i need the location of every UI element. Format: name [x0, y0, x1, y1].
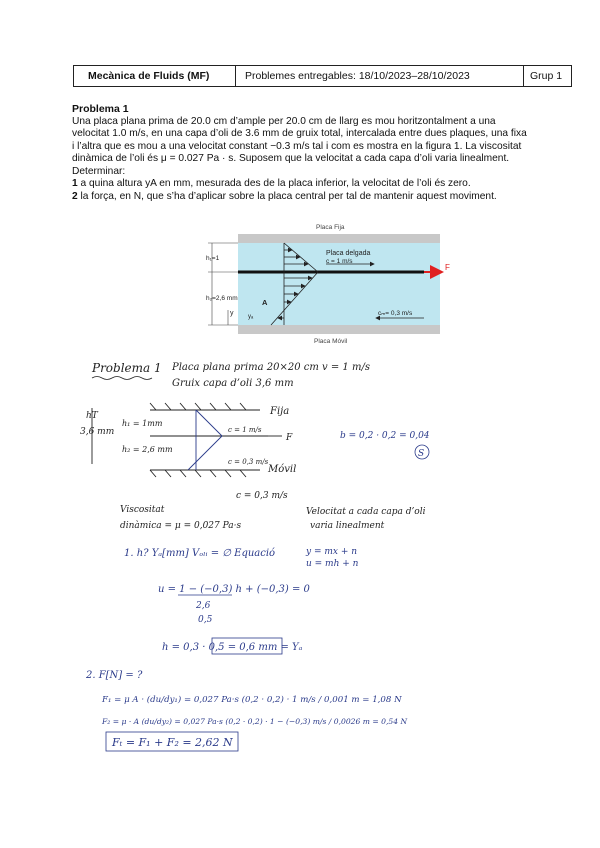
hw-c-under: c = 0,3 m/s — [236, 491, 288, 501]
h2-label: h₂=2,6 mm — [206, 295, 238, 302]
course-name: Mecànica de Fluids (MF) — [74, 66, 236, 86]
thin-plate-velocity: c = 1 m/s — [326, 258, 353, 265]
hw-eq-bot: u = mh + n — [306, 559, 359, 569]
point-a-label: A — [262, 298, 268, 307]
question-1-text: a quina altura yA en mm, mesurada des de la placa inferior, la velocitat de l’oli és zero. — [80, 178, 471, 189]
hw-linear-1: Velocitat a cada capa d’oli — [306, 507, 426, 517]
handwritten-solution — [0, 352, 600, 752]
top-plate — [238, 234, 440, 243]
hw-ht: hT — [86, 411, 98, 421]
hw-line-2: Gruix capa d’oli 3,6 mm — [172, 378, 294, 389]
thin-plate-label: Placa delgada — [326, 250, 371, 257]
hw-f: F — [286, 433, 293, 443]
assignment-dates: Problemes entregables: 18/10/2023–28/10/2023 — [236, 66, 524, 86]
group-label: Grup 1 — [530, 70, 563, 82]
question-2 — [72, 191, 528, 204]
hw-c-bot: c = 0,3 m/s — [228, 458, 269, 466]
hw-movil: Móvil — [268, 464, 297, 475]
hw-title-underline — [92, 377, 152, 380]
bottom-plate — [238, 325, 440, 334]
hw-section-1: 1. h? Yₐ[mm] Vₒₗᵢ = ∅ Equació — [124, 548, 276, 559]
hw-eq-top: y = mx + n — [306, 547, 358, 557]
figure-1 — [198, 218, 458, 346]
h1-label: h₁=1 — [206, 255, 220, 262]
question-2-number: 2 — [72, 190, 78, 202]
hw-b-expr: b = 0,2 · 0,2 = 0,04 — [340, 431, 430, 441]
y-label: y — [230, 310, 234, 317]
problem-title: Problema 1 — [72, 103, 129, 115]
question-1-number: 1 — [72, 178, 78, 189]
hw-u-den-1: 2,6 — [196, 601, 211, 611]
hw-ft: Fₜ = F₁ + F₂ = 2,62 N — [112, 736, 233, 749]
hw-f2: F₂ = μ · A (du/dy₂) = 0,027 Pa·s (0,2 · 0,2) · 1 − (−0,3) m/s / 0,0026 m = 0,54 N — [102, 717, 408, 726]
hw-visc-2: dinàmica = μ = 0,027 Pa·s — [120, 521, 242, 531]
bottom-velocity: cₘ= 0,3 m/s — [378, 310, 413, 317]
header-table — [73, 65, 572, 87]
hw-h-result: h = 0,3 · 0,5 = 0,6 mm = Yₐ — [162, 642, 303, 653]
problem-statement — [72, 103, 528, 203]
hw-f1: F₁ = μ A · (du/dy₁) = 0,027 Pa·s (0,2 · 0,2) · 1 m/s / 0,001 m = 1,08 N — [102, 695, 402, 705]
hw-line-1: Placa plana prima 20×20 cm v = 1 m/s — [172, 362, 370, 373]
hw-title: Problema 1 — [92, 361, 162, 375]
hw-fija: Fija — [270, 406, 290, 417]
hw-section-2: 2. F[N] = ? — [86, 670, 143, 681]
question-1 — [72, 178, 528, 191]
hw-u-line: u = 1 − (−0,3) h + (−0,3) = 0 — [158, 584, 310, 595]
ya-label: yₐ — [248, 314, 254, 320]
problem-text: Una placa plana prima de 20.0 cm d’ample per 20.0 cm de llarg es mou horitzontalment a una velocitat 1.0 m/s, en una capa d’oli de 3.6 mm de gruix total, intercalada entre dues plaques, una fixa i l’altra que es mou a una velocitat constant −0.3 m/s tal i com es mostra en la figura 1. La viscositat dinàmica de l’oli és μ = 0.027 Pa · s. Suposem que la velocitat a cada capa d’oli varia linealment. Determinar: — [72, 115, 527, 177]
hw-visc-1: Viscositat — [120, 505, 165, 515]
top-plate-label: Placa Fija — [316, 224, 345, 231]
hw-h1: h₁ = 1mm — [122, 419, 163, 428]
hw-circled-s: S — [418, 449, 425, 459]
hw-ht-value: 3,6 mm — [80, 427, 115, 437]
hw-u-den-2: 0,5 — [198, 615, 213, 625]
hw-h2: h₂ = 2,6 mm — [122, 445, 173, 454]
force-label: F — [445, 263, 450, 272]
hw-c-top: c = 1 m/s — [228, 426, 262, 434]
bottom-plate-label: Placa Móvil — [314, 338, 348, 345]
hw-linear-2: varia linealment — [310, 521, 385, 531]
question-2-text: la força, en N, que s’ha d’aplicar sobre la placa central per tal de mantenir aquest moviment. — [80, 190, 497, 202]
